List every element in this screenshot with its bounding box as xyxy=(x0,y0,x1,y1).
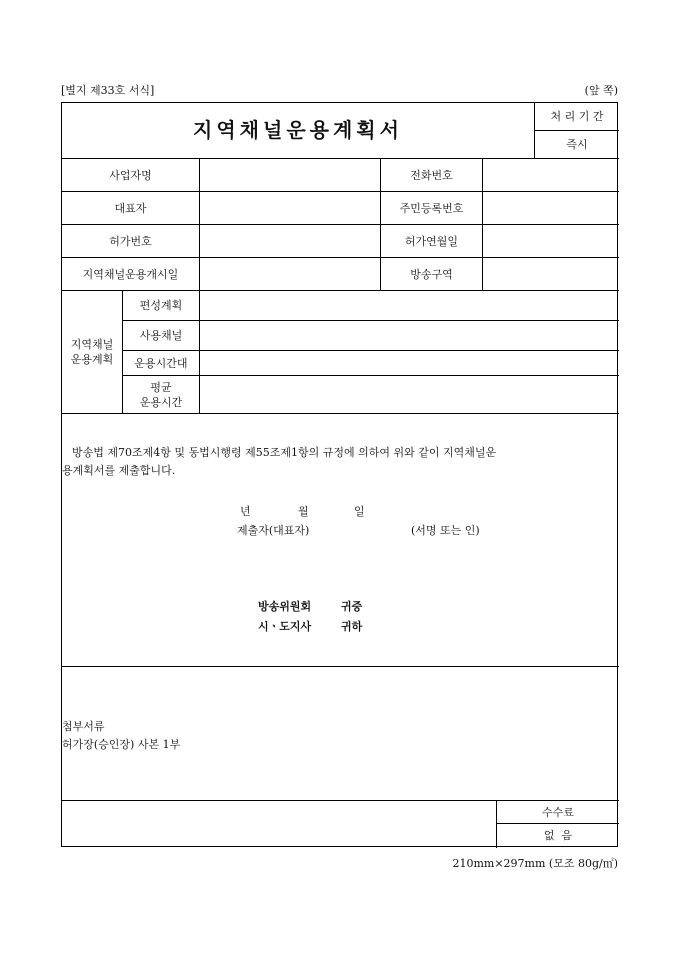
license-date-field[interactable] xyxy=(483,225,619,257)
plan-group-label-line2: 운용계획 xyxy=(70,353,114,366)
plan-item-label xyxy=(123,376,199,413)
plan-item-label-line2: 운용시간 xyxy=(139,395,183,409)
recipient-kcc-suffix: 귀중 xyxy=(341,600,363,613)
resident-number-label: 주민등록번호 xyxy=(399,201,464,215)
representative-label: 대표자 xyxy=(114,201,147,215)
operating-hours-field[interactable] xyxy=(200,351,619,375)
fee-label: 수수료 xyxy=(542,805,574,819)
fee-value: 없 음 xyxy=(543,828,573,842)
plan-item-label-line1: 평균 xyxy=(150,380,172,394)
signature-label: (서명 또는 인) xyxy=(411,524,480,537)
channel-used-field[interactable] xyxy=(200,321,619,350)
application-form xyxy=(61,102,618,847)
date-day: 일 xyxy=(354,505,365,518)
license-number-field[interactable] xyxy=(200,225,380,257)
date-year: 년 xyxy=(240,505,251,518)
submitter-label: 제출자(대표자) xyxy=(237,524,310,537)
processing-period-value: 즉시 xyxy=(566,138,588,151)
broadcast-area-label: 방송구역 xyxy=(410,267,453,281)
date-month: 월 xyxy=(298,505,309,518)
plan-group-label-line1: 지역채널 xyxy=(70,338,114,351)
plan-item-label: 운용시간대 xyxy=(134,356,188,370)
recipient-governor: 시ㆍ도지사 xyxy=(258,620,312,633)
statement-line2: 용계획서를 제출합니다. xyxy=(62,464,176,477)
processing-period-label: 처 리 기 간 xyxy=(550,110,604,123)
resident-number-field[interactable] xyxy=(483,192,619,224)
attachments-item: 허가장(승인장) 사본 1부 xyxy=(62,738,181,751)
paper-spec: 210mm×297mm (모조 80g/㎡) xyxy=(452,857,618,870)
attachments-heading: 첨부서류 xyxy=(62,720,105,733)
plan-item-label: 사용채널 xyxy=(139,329,183,342)
representative-field[interactable] xyxy=(200,192,380,224)
plan-group-label xyxy=(62,291,122,413)
phone-field[interactable] xyxy=(483,159,619,191)
channel-start-date-label: 지역채널운용개시일 xyxy=(82,267,179,281)
license-date-label: 허가연월일 xyxy=(404,234,459,248)
business-name-field[interactable] xyxy=(200,159,380,191)
recipient-kcc: 방송위원회 xyxy=(258,600,312,613)
average-operating-time-field[interactable] xyxy=(200,376,619,413)
phone-label: 전화번호 xyxy=(410,168,453,182)
channel-start-date-field[interactable] xyxy=(200,258,380,290)
plan-item-label: 편성계획 xyxy=(139,299,183,312)
recipient-governor-suffix: 귀하 xyxy=(341,620,363,633)
form-title: 지역채널운용계획서 xyxy=(193,118,403,142)
statement-text xyxy=(62,444,619,480)
statement-line1: 방송법 제70조제4항 및 동법시행령 제55조제1항의 규정에 의하여 위와 같이 지역채널운 xyxy=(72,446,497,459)
license-number-label: 허가번호 xyxy=(109,234,152,248)
business-name-label: 사업자명 xyxy=(109,168,152,182)
broadcast-area-field[interactable] xyxy=(483,258,619,290)
page-side-label: (앞 쪽) xyxy=(584,84,618,97)
form-number: [별지 제33호 서식] xyxy=(61,84,155,97)
programming-plan-field[interactable] xyxy=(200,291,619,320)
